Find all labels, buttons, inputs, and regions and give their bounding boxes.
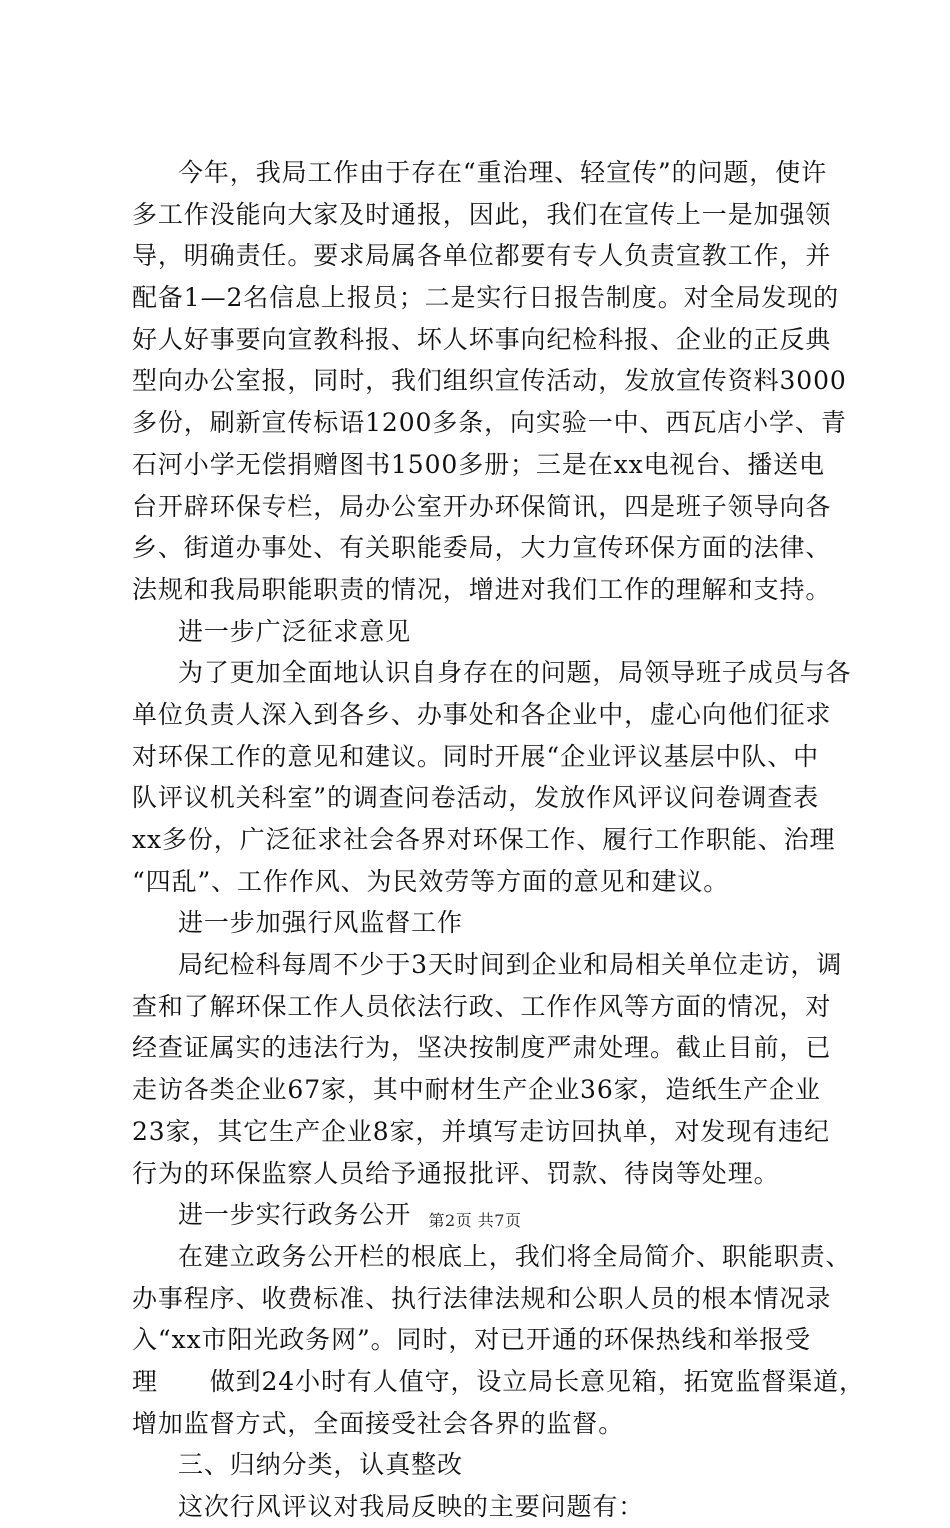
- paragraph-line: 配备1—2名信息上报员；二是实行日报告制度。对全局发现的: [132, 283, 840, 313]
- document-body: [132, 152, 865, 1528]
- paragraph-line: 办事程序、收费标准、执行法律法规和公职人员的根本情况录: [132, 1283, 832, 1313]
- paragraph-line: 行为的环保监察人员给予通报批评、罚款、待岗等处理。: [132, 1158, 780, 1188]
- paragraph-line: 经查证属实的违法行为，坚决按制度严肃处理。截止目前，已: [132, 1033, 832, 1063]
- paragraph-line: 走访各类企业67家，其中耐材生产企业36家，造纸生产企业: [132, 1075, 821, 1105]
- paragraph-line: 查和了解环保工作人员依法行政、工作作风等方面的情况，对: [132, 991, 832, 1021]
- paragraph-line: 理 做到24小时有人值守，设立局长意见箱，拓宽监督渠道，: [132, 1366, 865, 1396]
- paragraph-line: 石河小学无偿捐赠图书1500多册；三是在xx电视台、播送电: [132, 449, 825, 479]
- paragraph-line: 型向办公室报，同时，我们组织宣传活动，发放宣传资料3000: [132, 366, 847, 396]
- paragraph-line: xx多份，广泛征求社会各界对环保工作、履行工作职能、治理: [132, 825, 836, 854]
- paragraph-line: 单位负责人深入到各乡、办事处和各企业中，虚心向他们征求: [132, 699, 832, 729]
- paragraph-line: “四乱”、工作作风、为民效劳等方面的意见和建议。: [132, 866, 730, 896]
- paragraph-line: 对环保工作的意见和建议。同时开展“企业评议基层中队、中: [132, 741, 820, 771]
- section-heading: 进一步广泛征求意见: [178, 616, 412, 646]
- paragraph-line: 23家，其它生产企业8家，并填写走访回执单，对发现有违纪: [132, 1116, 830, 1146]
- paragraph-line: 导，明确责任。要求局属各单位都要有专人负责宣教工作，并: [132, 241, 832, 271]
- page-number-footer: 第2页 共7页: [428, 1211, 522, 1230]
- paragraph-line: 多工作没能向大家及时通报，因此，我们在宣传上一是加强领: [132, 199, 832, 229]
- paragraph-line: 多份，刷新宣传标语1200多条，向实验一中、西瓦店小学、青: [132, 408, 847, 438]
- paragraph-line: 这次行风评议对我局反映的主要问题有：: [178, 1492, 645, 1521]
- paragraph-line: 乡、街道办事处、有关职能委局，大力宣传环保方面的法律、: [132, 533, 832, 563]
- paragraph-line: 增加监督方式，全面接受社会各界的监督。: [132, 1408, 625, 1438]
- section-heading: 进一步实行政务公开: [178, 1200, 412, 1230]
- paragraph-line: 局纪检科每周不少于3天时间到企业和局相关单位走访，调: [178, 950, 843, 980]
- paragraph-line: 台开辟环保专栏，局办公室开办环保简讯，四是班子领导向各: [132, 491, 832, 521]
- paragraph-line: 今年，我局工作由于存在“重治理、轻宣传”的问题，使许: [178, 158, 827, 187]
- paragraph-line: 在建立政务公开栏的根底上，我们将全局简介、职能职责、: [178, 1241, 852, 1271]
- paragraph-line: 入“xx市阳光政务网”。同时，对已开通的环保热线和举报受: [132, 1325, 811, 1355]
- paragraph-line: 法规和我局职能职责的情况，增进对我们工作的理解和支持。: [132, 574, 832, 604]
- paragraph-line: 队评议机关科室”的调查问卷活动，发放作风评议问卷调查表: [132, 783, 820, 813]
- paragraph-line: 好人好事要向宣教科报、坏人坏事向纪检科报、企业的正反典: [132, 324, 832, 354]
- paragraph-line: 为了更加全面地认识自身存在的问题，局领导班子成员与各: [178, 658, 852, 688]
- section-heading: 进一步加强行风监督工作: [178, 908, 463, 938]
- section-heading: 三、归纳分类，认真整改: [178, 1450, 463, 1480]
